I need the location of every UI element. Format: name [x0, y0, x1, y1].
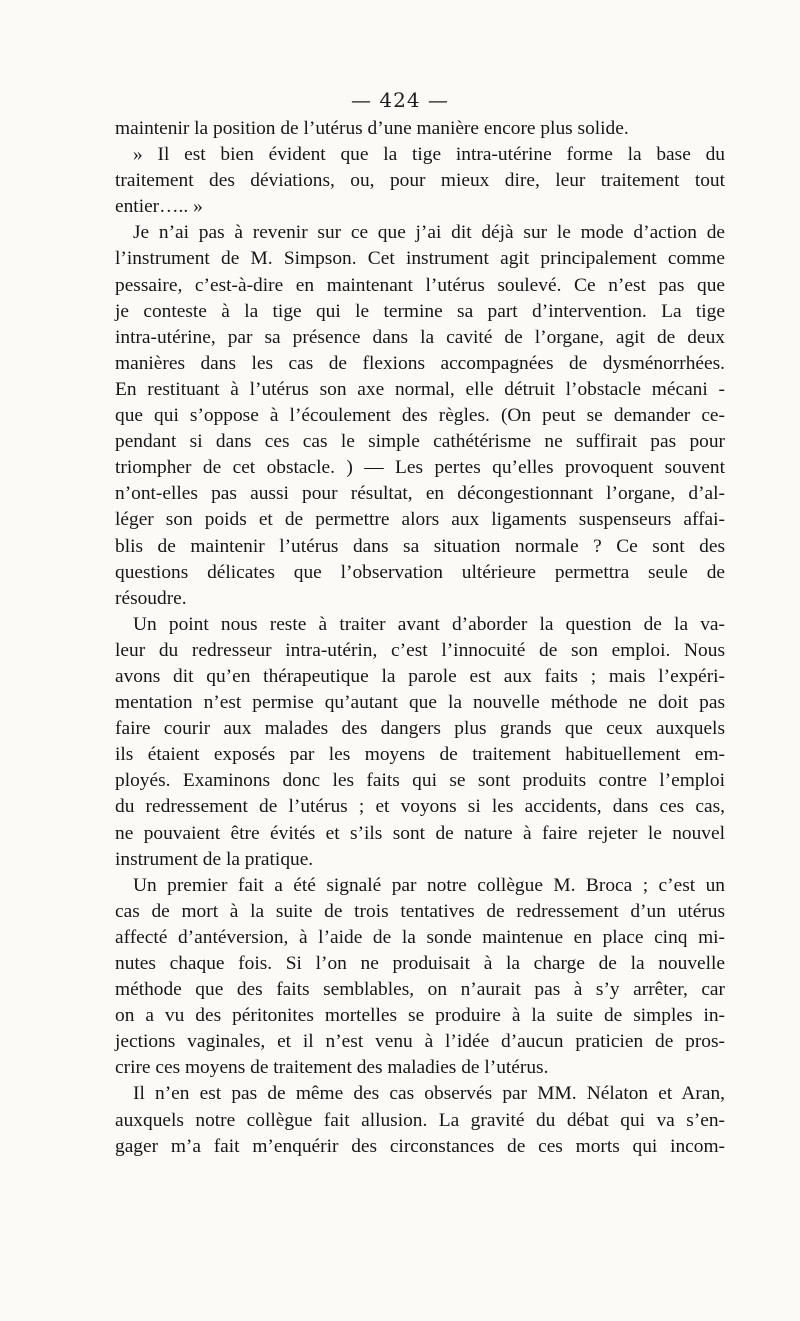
text-line: du redressement de l’utérus ; et voyons si les accidents, dans ces cas, [115, 796, 725, 818]
text-line: méthode que des faits semblables, on n’aurait pas à s’y arrêter, car [115, 979, 725, 1001]
text-line: blis de maintenir l’utérus dans sa situation normale ? Ce sont des [115, 535, 725, 557]
text-line: Un point nous reste à traiter avant d’aborder la question de la va- [133, 613, 725, 635]
text-line: crire ces moyens de traitement des maladies de l’utérus. [115, 1057, 549, 1079]
text-line: gager m’a fait m’enquérir des circonstances de ces morts qui incom- [115, 1135, 725, 1157]
text-line: affecté d’antéversion, à l’aide de la sonde maintenue en place cinq mi- [115, 926, 725, 948]
text-line: que qui s’oppose à l’écoulement des règles. (On peut se demander ce- [115, 405, 725, 427]
text-line: instrument de la pratique. [115, 848, 314, 870]
text-line: intra-utérine, par sa présence dans la cavité de l’organe, agit de deux [115, 326, 725, 348]
text-line: Il n’en est pas de même des cas observés par MM. Nélaton et Aran, [133, 1083, 725, 1105]
paragraph [115, 1081, 725, 1159]
text-line: leur du redresseur intra-utérin, c’est l’innocuité de son emploi. Nous [115, 639, 725, 661]
text-line: avons dit qu’en thérapeutique la parole est aux faits ; mais l’expéri- [115, 665, 725, 687]
text-line: traitement des déviations, ou, pour mieux dire, leur traitement tout [115, 170, 725, 192]
text-line: ne pouvaient être évités et s’ils sont de nature à faire rejeter le nouvel [115, 822, 725, 844]
text-line: résoudre. [115, 587, 187, 609]
paragraph [115, 220, 725, 611]
text-line: cas de mort à la suite de trois tentatives de redressement d’un utérus [115, 900, 725, 922]
text-line: faire courir aux malades des dangers plus grands que ceux auxquels [115, 718, 725, 740]
paragraph [115, 142, 725, 220]
text-line: Un premier fait a été signalé par notre collègue M. Broca ; c’est un [133, 874, 725, 896]
text-line: ils étaient exposés par les moyens de traitement habituellement em- [115, 744, 725, 766]
text-line: entier….. » [115, 196, 203, 218]
paragraph [115, 116, 725, 142]
text-line: auxquels notre collègue fait allusion. La gravité du débat qui va s’en- [115, 1109, 725, 1131]
text-line: léger son poids et de permettre alors aux ligaments suspenseurs affai- [115, 509, 725, 531]
text-line: mentation n’est permise qu’autant que la nouvelle méthode ne doit pas [115, 692, 725, 714]
text-line: l’instrument de M. Simpson. Cet instrument agit principalement comme [115, 248, 725, 270]
paragraph [115, 612, 725, 873]
text-line: Je n’ai pas à revenir sur ce que j’ai dit déjà sur le mode d’action de [133, 222, 725, 244]
text-line: ployés. Examinons donc les faits qui se sont produits contre l’emploi [115, 770, 725, 792]
text-line: questions délicates que l’observation ultérieure permettra seule de [115, 561, 725, 583]
paragraph [115, 873, 725, 1082]
text-line: on a vu des péritonites mortelles se produire à la suite de simples in- [115, 1005, 725, 1027]
text-line: En restituant à l’utérus son axe normal, elle détruit l’obstacle mécani - [115, 378, 725, 400]
text-line: » Il est bien évident que la tige intra-utérine forme la base du [133, 144, 725, 166]
text-line: nutes chaque fois. Si l’on ne produisait à la charge de la nouvelle [115, 953, 725, 974]
text-line: jections vaginales, et il n’est venu à l’idée d’aucun praticien de pros- [115, 1031, 725, 1053]
text-line: n’ont-elles pas aussi pour résultat, en décongestionnant l’organe, d’al- [115, 483, 725, 505]
text-line: manières dans les cas de flexions accompagnées de dysménorrhées. [115, 352, 725, 374]
page-number: — 424 — [351, 88, 449, 112]
text-line: je conteste à la tige qui le termine sa part d’intervention. La tige [115, 300, 725, 322]
body-text [115, 116, 725, 1160]
text-line: pessaire, c’est-à-dire en maintenant l’utérus soulevé. Ce n’est pas que [115, 274, 725, 296]
text-line: pendant si dans ces cas le simple cathétérisme ne suffirait pas pour [115, 431, 725, 453]
text-line: triompher de cet obstacle. ) — Les pertes qu’elles provoquent souvent [115, 457, 725, 479]
text-line: maintenir la position de l’utérus d’une manière encore plus solide. [115, 118, 629, 139]
